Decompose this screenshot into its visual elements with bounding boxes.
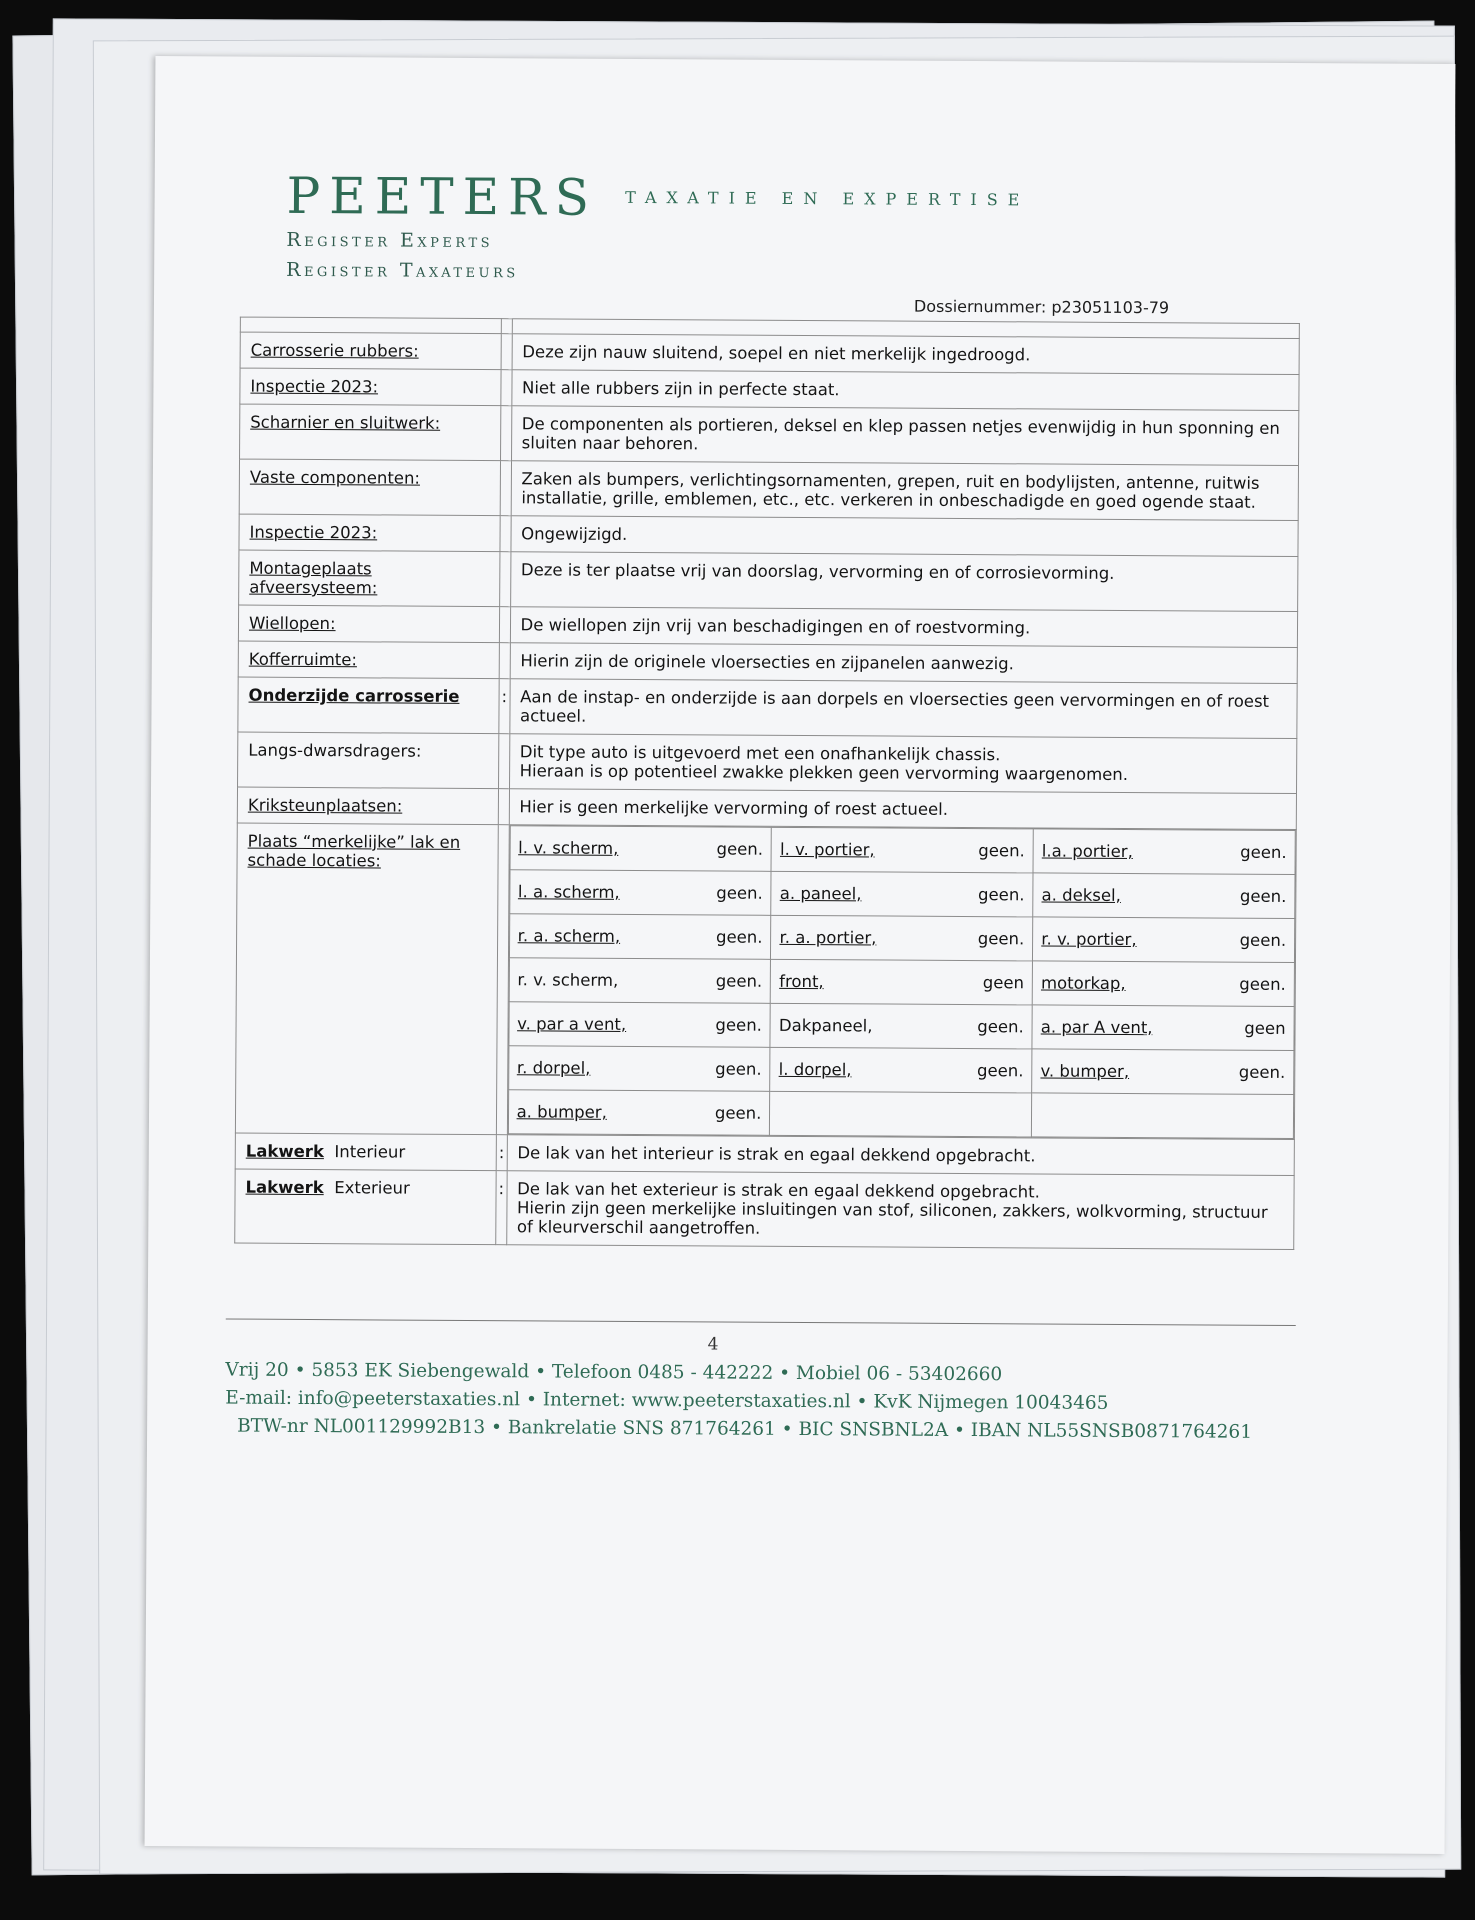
damage-locations-row (235, 823, 1296, 1139)
row-label: Langs-dwarsdragers: (248, 740, 422, 761)
footer-address: Vrij 20 • 5853 EK Siebengewald • Telefoon 0485 - 442222 • Mobiel 06 - 53402660 (225, 1359, 1003, 1386)
damage-cell: r. a. portier, geen. (771, 915, 1033, 961)
company-tagline: TAXATIE EN EXPERTISE (625, 187, 1030, 210)
row-label: Onderzijde carrosserie (248, 685, 460, 706)
lakwerk-word: Lakwerk (245, 1141, 325, 1162)
row-label: Scharnier en sluitwerk: (250, 412, 441, 433)
colon: : (496, 1171, 507, 1245)
row-label: Inspectie 2023: (249, 522, 378, 543)
damage-cell: r. v. scherm, geen. (509, 958, 771, 1004)
table-row (239, 550, 1298, 611)
damage-cell-empty (1032, 1093, 1294, 1139)
dossier-number: Dossiernummer: p23051103-79 (913, 296, 1170, 318)
lakwerk-exterieur-label: Exterieur (334, 1178, 410, 1198)
damage-label: Plaats “merkelijke” lak en schade locaties: (247, 831, 461, 871)
row-text: Zaken als bumpers, verlichtingsornamenten, grepen, ruit en bodylijsten, antenne, ruitwis installatie, grille, emblemen, etc., etc. verkeren in onbeschadigde en goed ogende staat. (511, 461, 1299, 521)
lakwerk-interieur-label: Interieur (334, 1142, 406, 1162)
row-label: Carrosserie rubbers: (250, 340, 419, 361)
damage-cell: l.a. portier, geen. (1033, 829, 1295, 875)
page-number: 4 (707, 1334, 719, 1355)
damage-cell: r. v. portier, geen. (1033, 917, 1295, 963)
damage-cell: r. dorpel, geen. (508, 1046, 770, 1092)
footer-contact (225, 1356, 1252, 1446)
row-text: De wiellopen zijn vrij van beschadigingen en of roestvorming. (510, 607, 1298, 648)
row-text: Aan de instap- en onderzijde is aan dorpels en vloersecties geen vervormingen en of roest actueel. (509, 679, 1297, 739)
row-label: Montageplaats afveersysteem: (249, 558, 378, 598)
row-text: De componenten als portieren, deksel en klep passen netjes evenwijdig in hun sponning en sluiten naar behoren. (511, 406, 1299, 466)
row-label: Kriksteunplaatsen: (247, 795, 403, 816)
row-text: Ongewijzigd. (511, 516, 1299, 557)
footer-bank: BTW-nr NL001129992B13 • Bankrelatie SNS 871764261 • BIC SNSBNL2A • IBAN NL55SNSB0871764261 (237, 1415, 1253, 1443)
table-row (240, 404, 1299, 465)
row-label: Inspectie 2023: (250, 376, 379, 397)
row-text: Hierin zijn de originele vloersecties en zijpanelen aanwezig. (510, 643, 1298, 684)
damage-cell: a. paneel, geen. (771, 871, 1033, 917)
company-name: PEETERS (286, 166, 599, 227)
register-taxateurs: Register Taxateurs (286, 258, 519, 283)
damage-cell: a. deksel, geen. (1033, 873, 1295, 919)
damage-cell-empty (770, 1091, 1032, 1137)
table-row (238, 732, 1297, 793)
row-text: Deze is ter plaatse vrij van doorslag, vervorming en of corrosievorming. (510, 552, 1298, 612)
footer-email: E-mail: info@peeterstaxaties.nl • Internet: www.peeterstaxaties.nl • KvK Nijmegen 10043465 (225, 1387, 1109, 1414)
inspection-table (234, 317, 1300, 1250)
damage-cell: l. dorpel, geen. (770, 1047, 1032, 1093)
damage-cell: Dakpaneel, geen. (770, 1003, 1032, 1049)
damage-cell: l. a. scherm, geen. (509, 870, 771, 916)
damage-cell: l. v. scherm, geen. (510, 826, 772, 872)
row-label: Wiellopen: (248, 613, 336, 634)
damage-cell: r. a. scherm, geen. (509, 914, 771, 960)
damage-cell: motorkap, geen. (1032, 961, 1294, 1007)
damage-cell: a. par A vent, geen (1032, 1005, 1294, 1051)
damage-cell: v. par a vent, geen. (509, 1002, 771, 1048)
lakwerk-exterieur-text-2: Hierin zijn geen merkelijke insluitingen van stof, siliconen, zakkers, wolkvorming, structuur of kleurverschil aangetroffen. (516, 1198, 1268, 1238)
lakwerk-exterieur-row (235, 1169, 1294, 1249)
table-row (239, 459, 1298, 520)
row-label: Kofferruimte: (248, 649, 358, 670)
row-label: Vaste componenten: (249, 467, 421, 488)
register-experts: Register Experts (286, 228, 494, 253)
colon: : (499, 679, 510, 734)
footer-divider (226, 1318, 1296, 1326)
damage-cell: l. v. portier, geen. (771, 827, 1033, 873)
colon: : (496, 1135, 507, 1171)
lakwerk-interieur-text: De lak van het interieur is strak en egaal dekkend opgebracht. (507, 1135, 1295, 1176)
company-letterhead (286, 167, 1029, 290)
row-text: Hier is geen merkelijke vervorming of roest actueel. (509, 789, 1297, 830)
damage-cell: front, geen (771, 959, 1033, 1005)
lakwerk-exterieur-text: De lak van het exterieur is strak en egaal dekkend opgebracht. (517, 1179, 1040, 1202)
document-page (145, 56, 1456, 1854)
damage-cell: a. bumper, geen. (508, 1090, 770, 1136)
row-text-2: Hieraan is op potentieel zwakke plekken geen vervorming waargenomen. (519, 761, 1129, 785)
table-row (238, 677, 1297, 738)
row-text: Niet alle rubbers zijn in perfecte staat. (511, 370, 1299, 411)
damage-cell: v. bumper, geen. (1032, 1049, 1294, 1095)
row-text: Dit type auto is uitgevoerd met een onafhankelijk chassis. (519, 742, 1001, 765)
row-text: Deze zijn nauw sluitend, soepel en niet merkelijk ingedroogd. (512, 334, 1300, 375)
damage-grid (507, 825, 1295, 1139)
lakwerk-word: Lakwerk (245, 1177, 324, 1198)
